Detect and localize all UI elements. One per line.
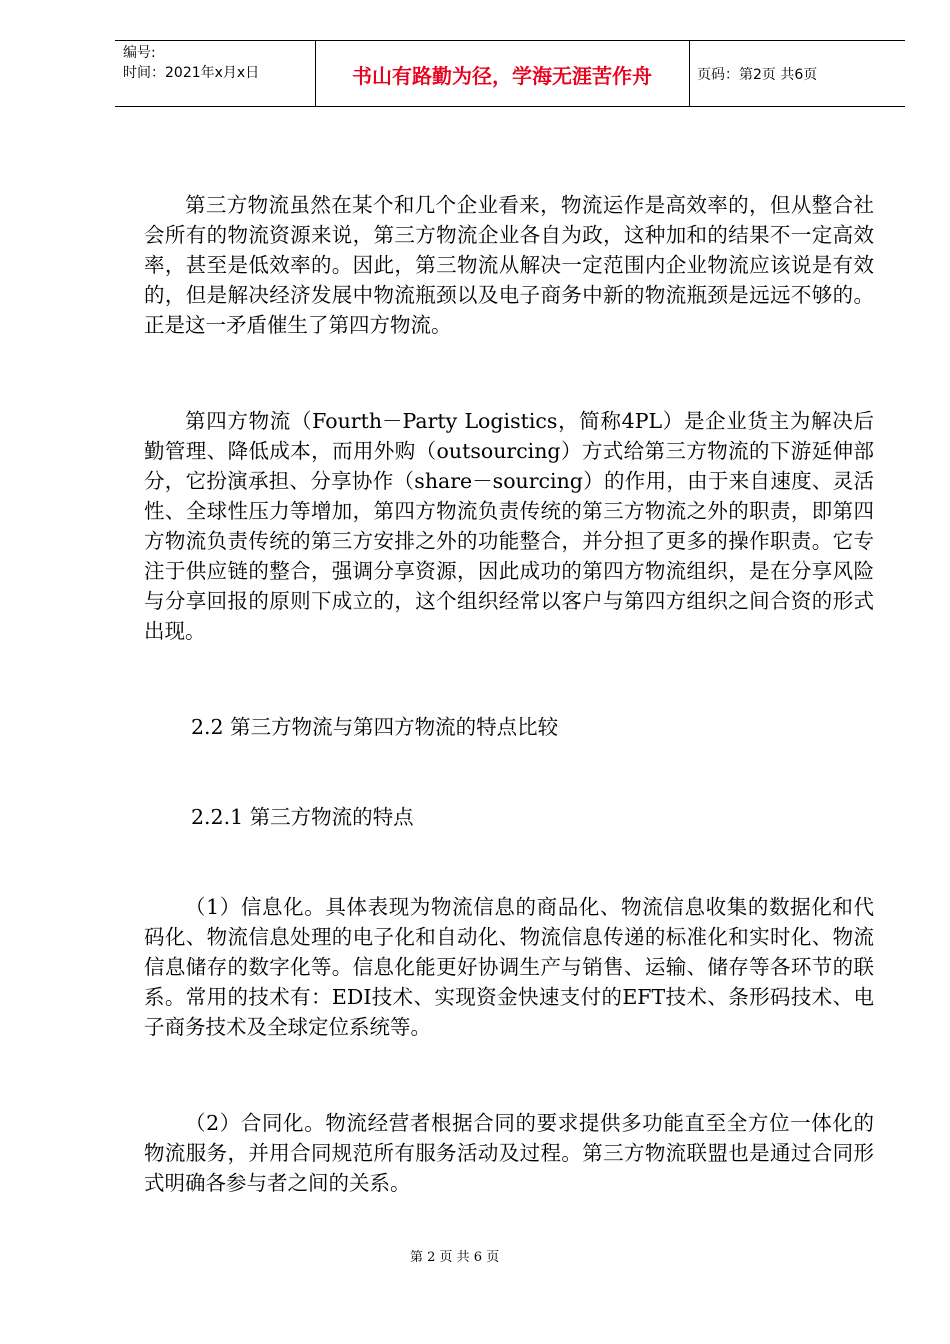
header-meta bbox=[123, 43, 259, 83]
document-time-label: 时间：2021年x月x日 bbox=[123, 65, 260, 81]
paragraph-third-party-logistics: 第三方物流虽然在某个和几个企业看来，物流运作是高效率的，但从整合社会所有的物流资源来说，第三方物流企业各自为政，这种加和的结果不一定高效率，甚至是低效率的。因此，第三物流从解决一定范围内企业物流应该说是有效的，但是解决经济发展中物流瓶颈以及电子商务中新的物流瓶颈是远远不够的。正是这一矛盾催生了第四方物流。 bbox=[144, 193, 874, 337]
paragraph-informatization: （1）信息化。具体表现为物流信息的商品化、物流信息收集的数据化和代码化、物流信息处理的电子化和自动化、物流信息传递的标准化和实时化、物流信息储存的数字化等。信息化能更好协调生产与销售、运输、储存等各环节的联系。常用的技术有：EDI技术、实现资金快速支付的EFT技术、条形码技术、电子商务技术及全球定位系统等。 bbox=[144, 895, 874, 1039]
document-number-label: 编号: bbox=[123, 45, 156, 61]
paragraph-fourth-party-logistics: 第四方物流（Fourth－Party Logistics，简称4PL）是企业货主为解决后勤管理、降低成本，而用外购（outsourcing）方式给第三方物流的下游延伸部分，它扮演承担、分享协作（share－sourcing）的作用，由于来自速度、灵活性、全球性压力等增加，第四方物流负责传统的第三方物流之外的职责，即第四方物流负责传统的第三方安排之外的功能整合，并分担了更多的操作职责。它专注于供应链的整合，强调分享资源，因此成功的第四方物流组织，是在分享风险与分享回报的原则下成立的，这个组织经常以客户与第四方组织之间合资的形式出现。 bbox=[144, 409, 874, 643]
header-page-info: 页码：第2页 共6页 bbox=[697, 67, 818, 83]
page-header bbox=[115, 40, 905, 107]
section-heading-2-2: 2.2 第三方物流与第四方物流的特点比较 bbox=[191, 715, 559, 739]
page-footer: 第 2 页 共 6 页 bbox=[410, 1250, 500, 1265]
header-divider bbox=[689, 41, 690, 107]
document-body bbox=[144, 190, 874, 1198]
section-heading-2-2-1: 2.2.1 第三方物流的特点 bbox=[191, 805, 414, 829]
header-motto: 书山有路勤为径，学海无涯苦作舟 bbox=[352, 63, 652, 88]
paragraph-contractualization: （2）合同化。物流经营者根据合同的要求提供多功能直至全方位一体化的物流服务，并用合同规范所有服务活动及过程。第三方物流联盟也是通过合同形式明确各参与者之间的关系。 bbox=[144, 1111, 874, 1195]
